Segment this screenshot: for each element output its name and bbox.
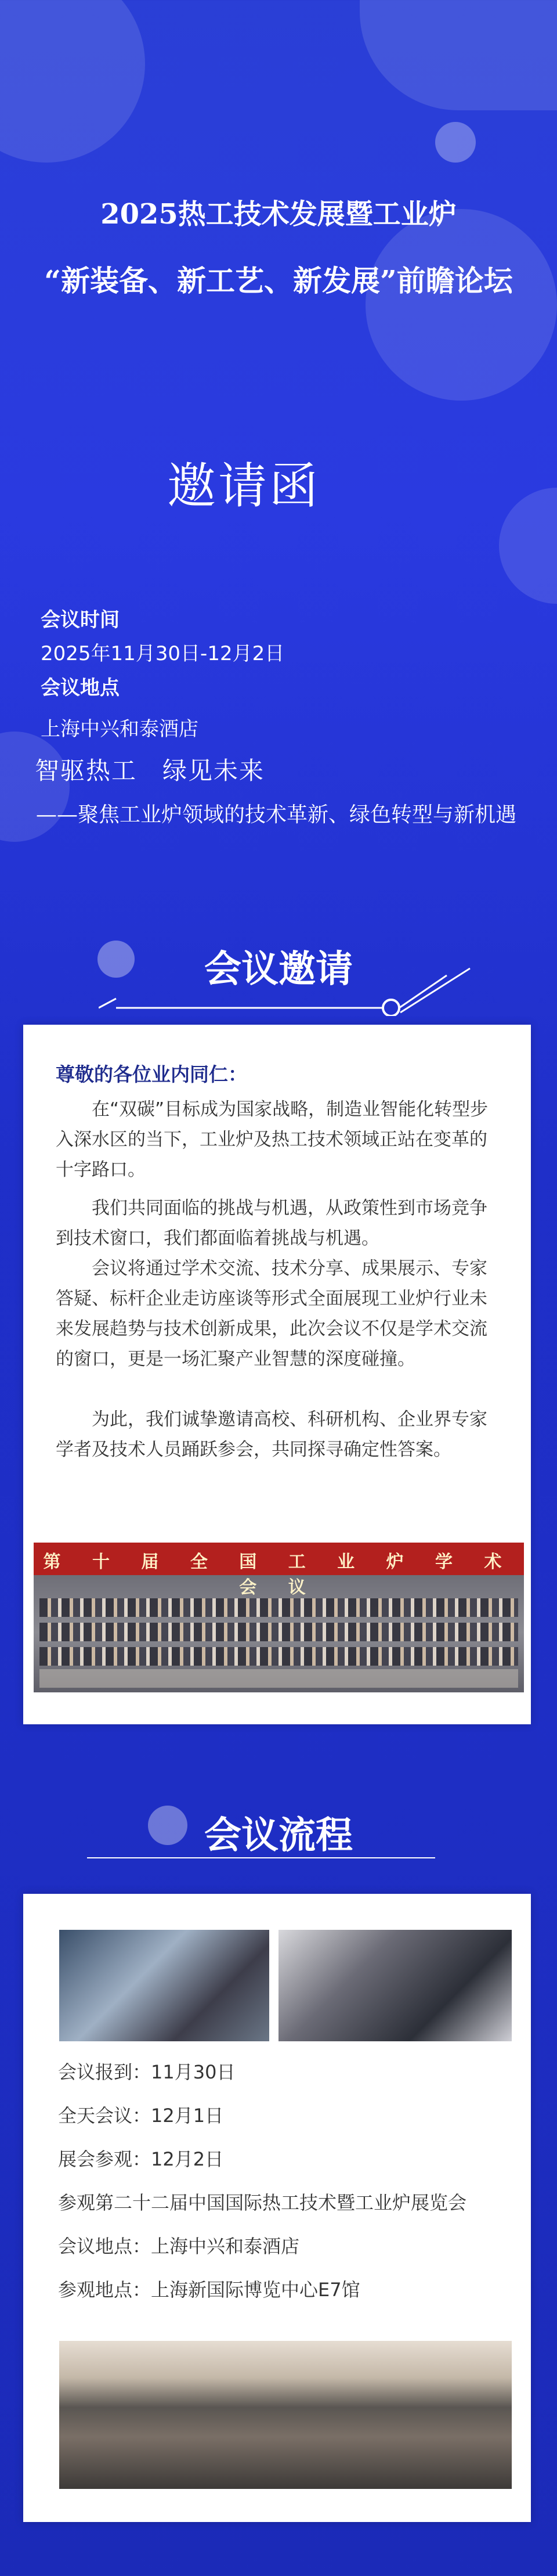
flow-item-expo: 参观第二十二届中国国际热工技术暨工业炉展览会 (58, 2192, 467, 2214)
invitation-heading: 邀请函 (167, 457, 320, 514)
flow-item-visit: 展会参观：12月2日 (58, 2148, 224, 2170)
decor-circle (0, 0, 145, 163)
exhibition-photo (59, 1930, 269, 2041)
place-value: 上海中兴和泰酒店 (41, 718, 198, 741)
time-value: 2025年11月30日-12月2日 (41, 642, 285, 665)
invite-paragraph: 在“双碳”目标成为国家战略，制造业智能化转型步入深水区的当下，工业炉及热工技术领域正站在变革的十字路口。 (56, 1099, 489, 1180)
greeting: 尊敬的各位业内同仁： (56, 1063, 247, 1086)
decor-circle (435, 122, 476, 163)
decor-circle (360, 0, 557, 110)
forum-title-line2: “新装备、新工艺、新发展”前瞻论坛 (44, 264, 513, 298)
invite-paragraph: 会议将通过学术交流、技术分享、成果展示、专家答疑、标杆企业走访座谈等形式全面展现工业炉行业未来发展趋势与技术创新成果，此次会议不仅是学术交流的窗口，更是一场汇聚产业智慧的深度碰撞。 (56, 1258, 487, 1370)
place-label: 会议地点 (41, 676, 120, 700)
photo-banner-text: 第 十 届 全 国 工 业 炉 学 术 会 议 (43, 1552, 515, 1598)
sub-slogan: ——聚焦工业炉领域的技术革新、绿色转型与新机遇 (36, 803, 517, 827)
flow-item-venue: 会议地点：上海中兴和泰酒店 (58, 2235, 300, 2257)
flow-card (23, 1894, 531, 2522)
heading-underline-decor (99, 964, 476, 1016)
photo-crowd (39, 1598, 518, 1617)
photo-crowd (39, 1669, 518, 1688)
forum-title-line1: 2025热工技术发展暨工业炉 (100, 198, 457, 230)
invite-paragraph: 为此，我们诚挚邀请高校、科研机构、企业界专家学者及技术人员踊跃参会，共同探寻确定性答案。 (56, 1409, 487, 1460)
slogan: 智驱热工 绿见未来 (35, 756, 265, 785)
audience-photo (278, 1930, 512, 2041)
invite-card (23, 1025, 531, 1724)
conference-group-photo (34, 1543, 524, 1692)
decor-circle (366, 209, 557, 401)
meeting-hall-photo (59, 2341, 512, 2489)
invite-paragraph: 我们共同面临的挑战与机遇，从政策性到市场竞争到技术窗口，我们都面临着挑战与机遇。 (56, 1198, 487, 1249)
flow-item-visit-venue: 参观地点：上海新国际博览中心E7馆 (58, 2279, 360, 2301)
time-label: 会议时间 (41, 608, 120, 632)
invite-section-heading: 会议邀请 (204, 948, 353, 991)
decor-circle (499, 488, 557, 604)
photo-crowd (39, 1647, 518, 1666)
flow-item-meeting: 全天会议：12月1日 (58, 2105, 224, 2127)
flow-item-checkin: 会议报到：11月30日 (58, 2061, 236, 2083)
flow-section-heading: 会议流程 (204, 1814, 353, 1857)
heading-underline-decor (87, 1855, 470, 1861)
photo-crowd (39, 1623, 518, 1641)
